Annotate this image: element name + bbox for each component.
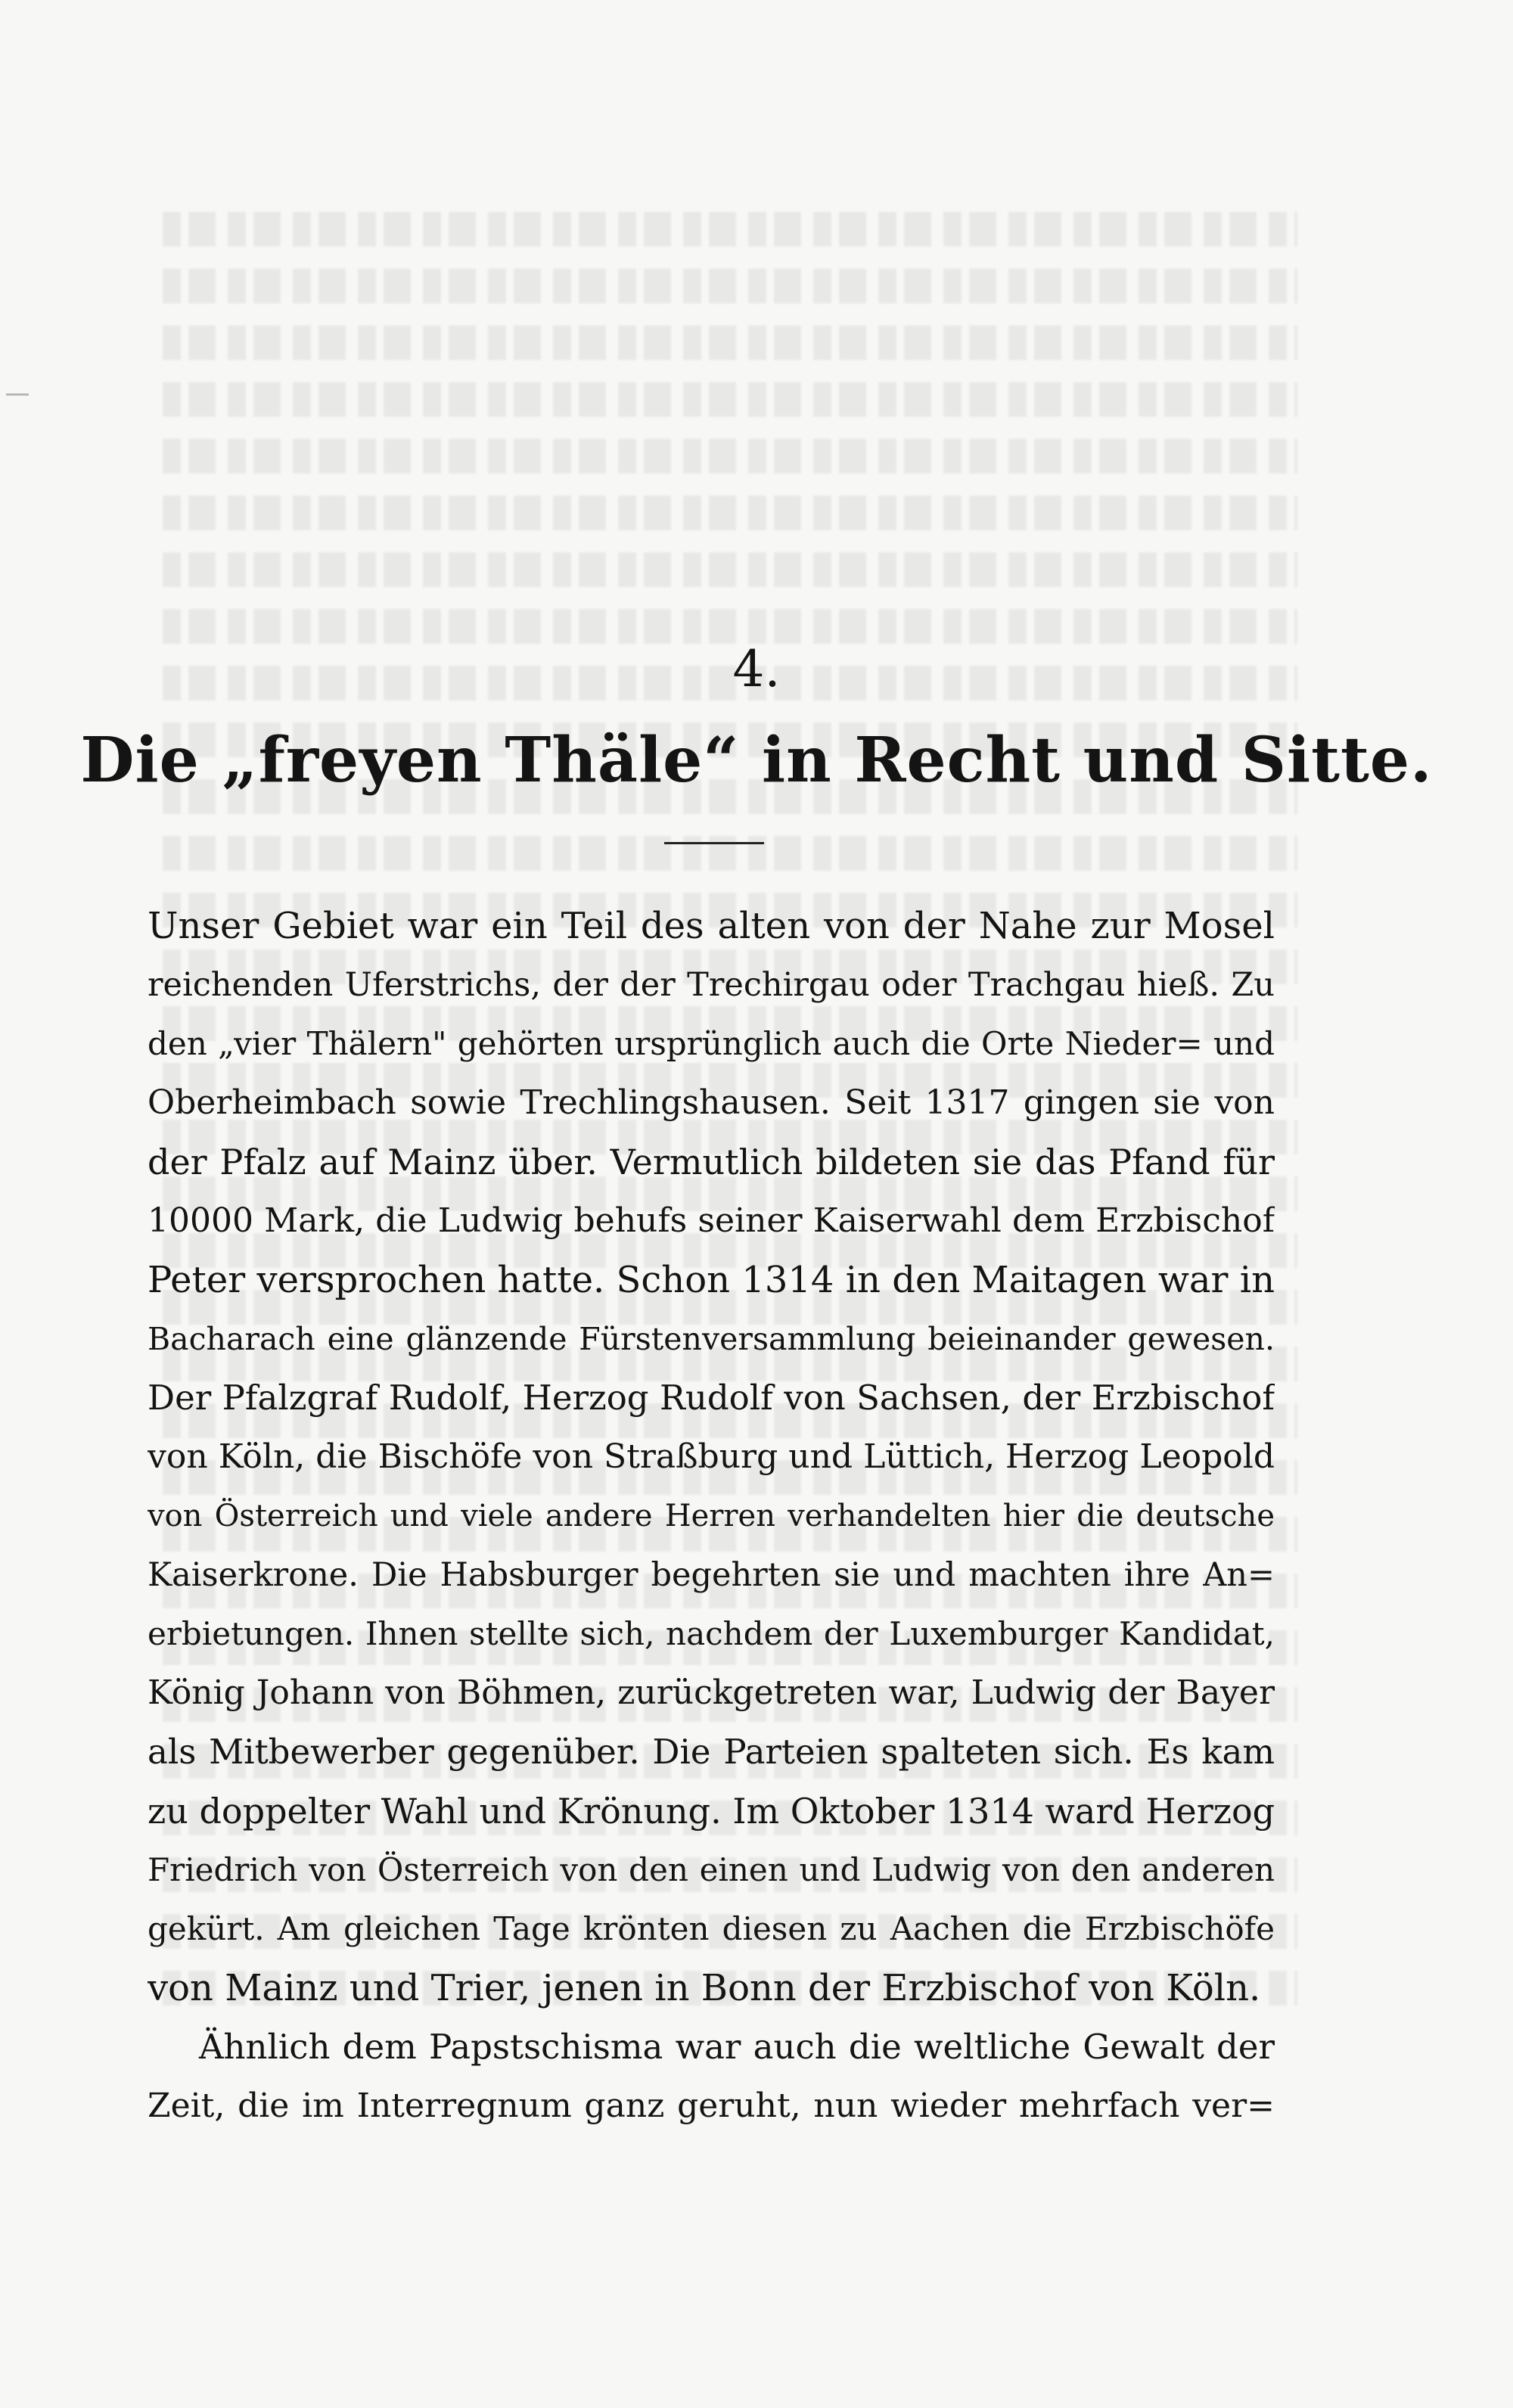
paragraph-start-line: Ähnlich dem Papstschisma war auch die weltliche Gewalt der	[199, 2027, 1275, 2067]
text-line: von Österreich und viele andere Herren verhandelten hier die deutsche	[148, 1499, 1275, 1533]
text-line: erbietungen. Ihnen stellte sich, nachdem der Luxemburger Kandidat,	[148, 1615, 1275, 1652]
text-line: Peter versprochen hatte. Schon 1314 in den Maitagen war in	[148, 1259, 1275, 1301]
text-line: als Mitbewerber gegenüber. Die Parteien spalteten sich. Es kam	[148, 1732, 1275, 1772]
text-line: gekürt. Am gleichen Tage krönten diesen zu Aachen die Erzbischöfe	[148, 1910, 1275, 1947]
text-line: von Köln, die Bischöfe von Straßburg und Lüttich, Herzog Leopold	[148, 1437, 1275, 1476]
text-line: 10000 Mark, die Ludwig behufs seiner Kaiserwahl dem Erzbischof	[148, 1201, 1275, 1240]
chapter-number: 4.	[732, 640, 781, 698]
chapter-title: Die „freyen Thäle“ in Recht und Sitte.	[80, 724, 1433, 797]
text-line: den „vier Thälern" gehörten ursprünglich auch die Orte Nieder= und	[148, 1025, 1275, 1062]
text-line: Bacharach eine glänzende Fürstenversammlung beieinander gewesen.	[148, 1321, 1275, 1357]
text-line: reichenden Uferstrichs, der der Trechirgau oder Trachgau hieß. Zu	[148, 966, 1275, 1004]
text-line: Kaiserkrone. Die Habsburger begehrten sie und machten ihre An=	[148, 1556, 1275, 1594]
text-line: zu doppelter Wahl und Krönung. Im Oktober 1314 ward Herzog	[148, 1791, 1275, 1832]
page-edge-mark	[6, 393, 29, 396]
text-line: König Johann von Böhmen, zurückgetreten war, Ludwig der Bayer	[148, 1673, 1275, 1712]
title-divider-rule	[664, 842, 764, 844]
text-line: Zeit, die im Interregnum ganz geruht, nun wieder mehrfach ver=	[148, 2086, 1275, 2125]
text-line: Unser Gebiet war ein Teil des alten von der Nahe zur Mosel	[148, 905, 1275, 947]
text-line: Friedrich von Österreich von den einen und Ludwig von den anderen	[148, 1851, 1275, 1888]
text-line: der Pfalz auf Mainz über. Vermutlich bildeten sie das Pfand für	[148, 1142, 1275, 1182]
body-text	[148, 896, 1275, 2136]
text-line: Der Pfalzgraf Rudolf, Herzog Rudolf von Sachsen, der Erzbischof	[148, 1378, 1275, 1418]
text-line: Oberheimbach sowie Trechlingshausen. Seit 1317 gingen sie von	[148, 1083, 1275, 1122]
paragraph-end-line: von Mainz und Trier, jenen in Bonn der Erzbischof von Köln.	[148, 1967, 1261, 2009]
